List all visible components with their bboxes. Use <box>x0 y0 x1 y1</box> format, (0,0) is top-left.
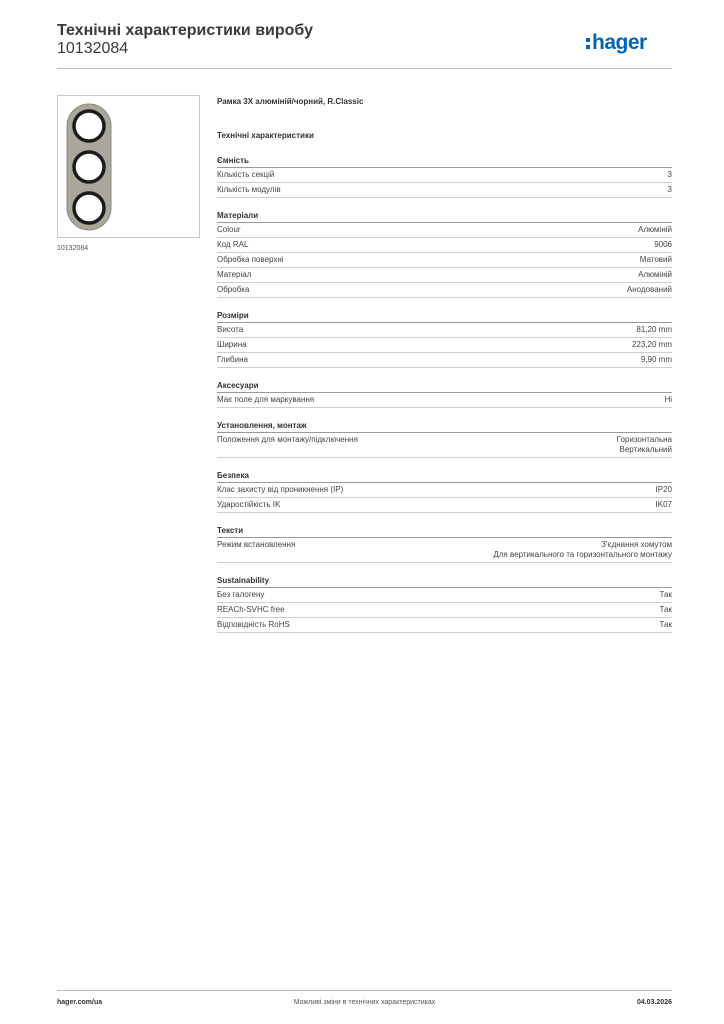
footer-disclaimer: Можливі зміни в технічних характеристиках <box>293 999 436 1006</box>
spec-label: Має поле для маркування <box>217 395 315 404</box>
spec-value <box>627 285 672 295</box>
spec-value-line: Алюміній <box>638 270 672 279</box>
spec-section <box>217 575 672 633</box>
spec-value-line: 81,20 mm <box>636 325 672 334</box>
spec-value <box>668 185 672 195</box>
spec-section <box>217 525 672 563</box>
specifications-heading: Технічні характеристики <box>217 131 314 140</box>
spec-value-line: Матовий <box>639 255 672 264</box>
spec-value-line: 9,90 mm <box>640 355 672 364</box>
spec-value-line: Алюміній <box>638 225 672 234</box>
spec-row <box>217 268 672 283</box>
spec-row <box>217 433 672 458</box>
spec-label: Кількість секцій <box>217 170 275 179</box>
page-header <box>57 22 672 69</box>
spec-label: Кількість модулів <box>217 185 281 194</box>
spec-value-line: Вертикальний <box>619 445 672 454</box>
spec-value-line: Анодований <box>626 285 672 294</box>
spec-value <box>660 590 672 600</box>
section-title: Ємність <box>217 155 672 168</box>
spec-value <box>641 355 672 365</box>
spec-value-line: 3 <box>667 170 672 179</box>
logo-wordmark: hager <box>592 31 647 54</box>
spec-row <box>217 498 672 513</box>
spec-value <box>638 270 672 280</box>
spec-row <box>217 618 672 633</box>
spec-value <box>660 605 672 615</box>
frame-opening-bottom <box>74 193 104 223</box>
spec-label: Обробка поверхні <box>217 255 284 264</box>
spec-label: Відповідність RoHS <box>217 620 290 629</box>
spec-value <box>638 225 672 235</box>
image-caption: 10132084 <box>57 245 89 252</box>
spec-value-line: Так <box>659 620 672 629</box>
spec-row <box>217 323 672 338</box>
spec-value <box>636 325 672 335</box>
spec-row <box>217 353 672 368</box>
spec-row <box>217 223 672 238</box>
spec-value-line: Горизонтальна <box>616 435 672 444</box>
specifications <box>217 96 672 633</box>
spec-row <box>217 238 672 253</box>
section-title: Аксесуари <box>217 380 672 393</box>
spec-label: REACh-SVHC free <box>217 605 285 614</box>
product-name: Рамка 3X алюміній/чорний, R.Classic <box>217 97 364 106</box>
spec-value <box>668 170 672 180</box>
section-title: Матеріали <box>217 210 672 223</box>
spec-row <box>217 338 672 353</box>
spec-label: Висота <box>217 325 244 334</box>
spec-label: Обробка <box>217 285 250 294</box>
spec-section <box>217 380 672 408</box>
spec-label: Код RAL <box>217 240 249 249</box>
footer-website: hager.com/ua <box>57 999 103 1006</box>
spec-value <box>654 240 672 250</box>
spec-value-line: З'єднання хомутом <box>601 540 672 549</box>
spec-value-line: Так <box>659 605 672 614</box>
spec-value-line: 9006 <box>654 240 672 249</box>
spec-section <box>217 155 672 198</box>
spec-value <box>664 395 672 405</box>
spec-section <box>217 420 672 458</box>
spec-row <box>217 393 672 408</box>
spec-label: Клас захисту від проникнення (IP) <box>217 485 344 494</box>
spec-value-line: IP20 <box>655 485 672 494</box>
spec-row <box>217 283 672 298</box>
frame-opening-middle <box>74 152 104 182</box>
spec-value-line: Ні <box>664 395 672 404</box>
spec-value <box>656 500 672 510</box>
spec-label: Глибина <box>217 355 248 364</box>
spec-section <box>217 310 672 368</box>
spec-row <box>217 603 672 618</box>
product-image <box>57 95 200 238</box>
spec-row <box>217 168 672 183</box>
document-title: Технічні характеристики виробу <box>57 22 313 39</box>
spec-value <box>632 340 672 350</box>
spec-value-line: Для вертикального та горизонтального монтажу <box>493 550 672 559</box>
spec-label: Colour <box>217 225 241 234</box>
spec-section <box>217 470 672 513</box>
section-title: Розміри <box>217 310 672 323</box>
spec-sections <box>217 155 672 633</box>
spec-value <box>617 435 672 455</box>
spec-label: Ударостійкість IK <box>217 500 281 509</box>
spec-value-line: 3 <box>667 185 672 194</box>
spec-row <box>217 538 672 563</box>
spec-value-line: 223,20 mm <box>631 340 672 349</box>
spec-value <box>640 255 672 265</box>
section-title: Установлення, монтаж <box>217 420 672 433</box>
hager-logo <box>586 28 672 58</box>
spec-value <box>660 620 672 630</box>
product-frame-illustration <box>58 96 201 239</box>
spec-value-line: Так <box>659 590 672 599</box>
spec-label: Ширина <box>217 340 247 349</box>
section-title: Безпека <box>217 470 672 483</box>
frame-opening-top <box>74 111 104 141</box>
product-number: 10132084 <box>57 40 129 57</box>
logo-dot-bottom <box>586 45 590 49</box>
spec-row <box>217 483 672 498</box>
spec-row <box>217 588 672 603</box>
spec-value-line: IK07 <box>655 500 672 509</box>
footer-date: 04.03.2026 <box>636 999 672 1006</box>
spec-label: Без галогену <box>217 590 265 599</box>
spec-value <box>493 540 672 560</box>
spec-label: Положення для монтажу/підключення <box>217 435 358 444</box>
spec-row <box>217 183 672 198</box>
logo-dot-top <box>586 38 590 42</box>
section-title: Sustainability <box>217 575 672 588</box>
spec-label: Матеріал <box>217 270 252 279</box>
spec-label: Режим встановлення <box>217 540 296 549</box>
spec-section <box>217 210 672 298</box>
spec-value <box>656 485 672 495</box>
page-footer <box>57 990 672 1013</box>
section-title: Тексти <box>217 525 672 538</box>
spec-row <box>217 253 672 268</box>
